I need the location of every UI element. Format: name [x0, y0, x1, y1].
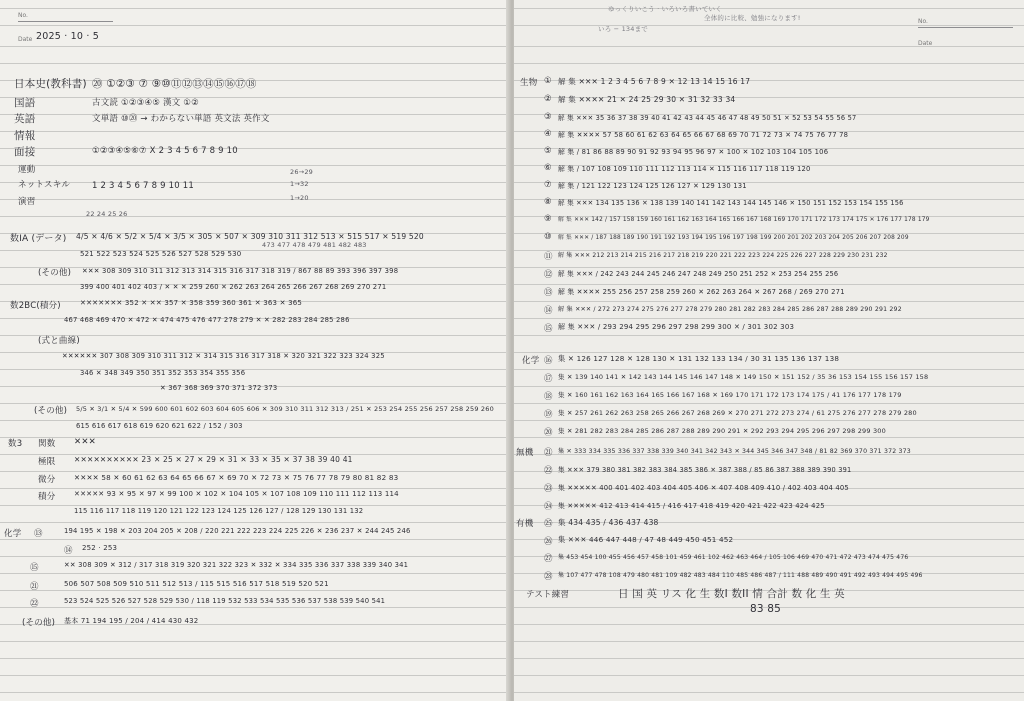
item-number: ⑬ [544, 288, 553, 298]
activity-progress: 1 2 3 4 5 6 7 8 9 10 11 [92, 181, 194, 191]
activity-note: 26→29 [290, 168, 313, 176]
subject-progress: 文単語 ⑩⑳ → わからない単語 英文法 英作文 [92, 114, 270, 124]
item-progress: 基本 71 194 195 / 204 / 414 430 432 [64, 617, 199, 625]
item-number: ① [544, 76, 552, 86]
item-number: ⑳ [544, 428, 553, 438]
item-number: ⑱ [544, 392, 553, 402]
block-name: 無機 [516, 448, 534, 458]
block-name: (その他) [38, 268, 72, 278]
item-number: ⑮ [30, 563, 39, 573]
item-number: ⑯ [544, 356, 553, 366]
sub-block-name: 極限 [38, 457, 56, 467]
item-progress: 集 107 477 478 108 479 480 481 109 482 483 484 110 485 486 487 / 111 488 489 490 491 492 493 494 495 496 [558, 572, 923, 579]
sub-block-name: 微分 [38, 475, 56, 485]
item-number: ㉘ [544, 572, 553, 582]
item-number: ㉒ [544, 466, 553, 476]
item-number: ㉒ [30, 599, 39, 609]
no-label: No. [18, 12, 28, 19]
activity-name: 演習 [18, 197, 36, 207]
block-line: 4/5 ✕ 4/6 ✕ 5/2 ✕ 5/4 ✕ 3/5 ✕ 305 ✕ 507 ✕ 309 310 311 312 513 ✕ 515 517 ✕ 519 520 [76, 232, 424, 241]
item-progress: 集 453 454 100 455 456 457 458 101 459 461 102 462 463 464 / 105 106 469 470 471 472 473 474 475 476 [558, 554, 909, 561]
item-progress: 解 集 / 81 86 88 89 90 91 92 93 94 95 96 97 ✕ 100 ✕ 102 103 104 105 106 [558, 148, 829, 156]
item-number: (その他) [22, 618, 56, 628]
item-progress: 解 集 ✕✕✕✕ 21 ✕ 24 25 29 30 ✕ 31 32 33 34 [558, 95, 736, 104]
item-number: ⑰ [544, 374, 553, 384]
subject-progress: ⑳ ①②③ ⑦ ⑨⑩⑪⑫⑬⑭⑮⑯⑰⑱ [92, 78, 257, 90]
item-number: ㉔ [544, 502, 553, 512]
test-row-scores: 83 85 [750, 603, 782, 615]
item-number: ⑦ [544, 180, 552, 190]
item-progress: 解 集 ✕✕✕ 35 36 37 38 39 40 41 42 43 44 45 46 47 48 49 50 51 ✕ 52 53 54 55 56 57 [558, 114, 857, 122]
item-progress: 解 集 ✕✕✕ / 187 188 189 190 191 192 193 194 195 196 197 198 199 200 201 202 203 204 205 206 207 208 209 [558, 235, 909, 241]
item-number: ③ [544, 112, 552, 122]
range-note: 22 24 25 26 [86, 210, 128, 218]
block-name: 数IA (データ) [10, 234, 67, 244]
item-progress: 解 集 ✕✕✕✕ 57 58 60 61 62 63 64 65 66 67 68 69 70 71 72 73 ✕ 74 75 76 77 78 [558, 131, 849, 139]
activity-note: 1→32 [290, 180, 309, 188]
block-name: (式と曲線) [38, 336, 80, 346]
subject-name: 日本史(教科書) [14, 78, 87, 90]
sub-block-progress: ✕✕✕✕✕✕✕✕✕✕ 23 ✕ 25 ✕ 27 ✕ 29 ✕ 31 ✕ 33 ✕ 35 ✕ 37 38 39 40 41 [74, 455, 353, 464]
block-name: 有機 [516, 519, 534, 529]
block-line: 521 522 523 524 525 526 527 528 529 530 [80, 250, 242, 258]
sub-block-progress: ✕✕✕✕ 58 ✕ 60 61 62 63 64 65 66 67 ✕ 69 70 ✕ 72 73 ✕ 75 76 77 78 79 80 81 82 83 [74, 473, 399, 482]
item-progress: 解 集 ✕✕✕ 134 135 136 ✕ 138 139 140 141 142 143 144 145 146 ✕ 150 151 152 153 154 155 156 [558, 199, 904, 207]
item-progress: 解 集 / 121 122 123 124 125 126 127 ✕ 129 130 131 [558, 182, 747, 190]
item-progress: 集 ✕ 126 127 128 ✕ 128 130 ✕ 131 132 133 134 / 30 31 135 136 137 138 [558, 354, 840, 363]
item-number: ⑬ [34, 529, 43, 539]
test-row-name: テスト練習 [526, 590, 570, 600]
item-progress: 解 集 / 107 108 109 110 111 112 113 114 ✕ 115 116 117 118 119 120 [558, 165, 811, 173]
item-number: ④ [544, 129, 552, 139]
block-line: 467 468 469 470 ✕ 472 ✕ 474 475 476 477 278 279 ✕ ✕ 282 283 284 285 286 [64, 316, 350, 324]
block-name: 生物 [520, 78, 538, 88]
item-progress: 集 ✕ 281 282 283 284 285 286 287 288 289 290 291 ✕ 292 293 294 295 296 297 298 299 300 [558, 427, 886, 435]
item-number: ⑤ [544, 146, 552, 156]
item-progress: 集 ✕ 257 261 262 263 258 265 266 267 268 269 ✕ 270 271 272 273 274 / 61 275 276 277 278 279 280 [558, 409, 917, 417]
item-progress: 集 ✕ 333 334 335 336 337 338 339 340 341 342 343 ✕ 344 345 346 347 348 / 81 82 369 370 371 372 373 [558, 448, 911, 455]
item-number: ⑥ [544, 163, 552, 173]
activity-note: 1→20 [290, 194, 309, 202]
sub-block-progress: ✕✕✕ [74, 437, 96, 447]
sub-block-progress: ✕✕✕✕✕ 93 ✕ 95 ✕ 97 ✕ 99 100 ✕ 102 ✕ 104 105 ✕ 107 108 109 110 111 112 113 114 [74, 490, 399, 498]
item-number: ⑧ [544, 197, 552, 207]
left-page [0, 0, 510, 701]
sub-block-name: 積分 [38, 492, 56, 502]
item-progress: 解 集 ✕✕✕ 142 / 157 158 159 160 161 162 163 164 165 166 167 168 169 170 171 172 173 174 175 ✕ 176 177 178 179 [558, 217, 930, 223]
item-progress: 解 集 ✕✕✕ / 272 273 274 275 276 277 278 279 280 281 282 283 284 285 286 287 288 289 290 291 292 [558, 306, 902, 313]
item-progress: 集 ✕✕✕✕✕ 412 413 414 415 / 416 417 418 419 420 421 422 423 424 425 [558, 502, 825, 510]
subject-progress: ①②③④⑤⑥⑦ X 2 3 4 5 6 7 8 9 10 [92, 146, 238, 156]
item-number: ㉓ [544, 484, 553, 494]
block-line: ✕✕✕✕✕✕✕ 352 ✕ ✕✕ 357 ✕ 358 359 360 361 ✕ 363 ✕ 365 [80, 299, 303, 307]
block-line: 346 ✕ 348 349 350 351 352 353 354 355 356 [80, 369, 246, 377]
block-line: 615 616 617 618 619 620 621 622 / 152 / 303 [76, 422, 243, 430]
block-line: 399 400 401 402 403 / ✕ ✕ ✕ 259 260 ✕ 262 263 264 265 266 267 268 269 270 271 [80, 283, 387, 291]
top-note: ゆっくりいこう · いろいろ書いていく [608, 5, 722, 13]
date-value: 2025 · 10 · 5 [36, 31, 100, 42]
item-number: ㉕ [544, 519, 553, 529]
item-progress: 194 195 ✕ 198 ✕ 203 204 205 ✕ 208 / 220 221 222 223 224 225 226 ✕ 236 237 ✕ 244 245 246 [64, 527, 411, 535]
block-name: 化学 [4, 529, 22, 539]
activity-name: ネットスキル [18, 180, 71, 190]
item-number: ⑫ [544, 270, 553, 280]
item-progress: ✕✕ 308 309 ✕ 312 / 317 318 319 320 321 322 323 ✕ 332 ✕ 334 335 336 337 338 339 340 341 [64, 561, 409, 569]
item-number: ② [544, 94, 552, 104]
block-name: 化学 [522, 356, 540, 366]
block-name: 数3 [8, 439, 23, 449]
item-progress: 解 集 ✕✕✕ / 293 294 295 296 297 298 299 300 ✕ / 301 302 303 [558, 323, 795, 331]
item-progress: 集 ✕ 139 140 141 ✕ 142 143 144 145 146 147 148 ✕ 149 150 ✕ 151 152 / 35 36 153 154 155 156 157 158 [558, 373, 929, 381]
top-note: 全体的に比較、勉強になります! [704, 14, 801, 22]
subject-name: 国語 [14, 97, 36, 109]
item-number: ⑭ [64, 546, 73, 556]
item-number: ㉑ [544, 448, 553, 458]
item-progress: 506 507 508 509 510 511 512 513 / 115 515 516 517 518 519 520 521 [64, 580, 329, 588]
activity-name: 運動 [18, 165, 36, 175]
block-line: 473 477 478 479 481 482 483 [262, 241, 367, 249]
item-progress: 集 434 435 / 436 437 438 [558, 518, 659, 527]
item-progress: 集 ✕✕✕✕✕ 400 401 402 403 404 405 406 ✕ 407 408 409 410 / 402 403 404 405 [558, 484, 849, 492]
block-line: ✕✕✕ 308 309 310 311 312 313 314 315 316 317 318 319 / 867 88 89 393 396 397 398 [82, 267, 399, 275]
item-number: ㉗ [544, 554, 553, 564]
no-underline [918, 27, 1013, 28]
subject-name: 面接 [14, 146, 36, 158]
test-row-subjects: 日 国 英 リス 化 生 数I 数II 情 合計 数 化 生 英 [618, 588, 845, 600]
subject-name: 情報 [14, 130, 36, 142]
subject-name: 英語 [14, 113, 36, 125]
date-label: Date [18, 36, 33, 43]
item-progress: 解 集 ✕✕✕ 212 213 214 215 216 217 218 219 220 221 222 223 224 225 226 227 228 229 230 231 232 [558, 252, 888, 259]
item-progress: 集 ✕ 160 161 162 163 164 165 166 167 168 ✕ 169 170 171 172 173 174 175 / 41 176 177 178 179 [558, 391, 902, 399]
item-number: ⑩ [544, 232, 552, 242]
item-number: ⑨ [544, 214, 552, 224]
date-label: Date [918, 40, 933, 47]
block-line: 5/5 ✕ 3/1 ✕ 5/4 ✕ 599 600 601 602 603 604 605 606 ✕ 309 310 311 312 313 / 251 ✕ 253 254 255 256 257 258 259 260 [76, 405, 494, 413]
top-note: いろ − 134まで [598, 25, 648, 33]
item-progress: 集 ✕✕✕ 379 380 381 382 383 384 385 386 ✕ 387 388 / 85 86 387 388 389 390 391 [558, 466, 852, 474]
item-progress: 解 集 ✕✕✕ / 242 243 244 245 246 247 248 249 250 251 252 ✕ 253 254 255 256 [558, 270, 839, 278]
subject-progress: 古文読 ①②③④⑤ 漢文 ①② [92, 98, 199, 108]
block-line: ✕ 367 368 369 370 371 372 373 [160, 384, 278, 392]
item-progress: 523 524 525 526 527 528 529 530 / 118 119 532 533 534 535 536 537 538 539 540 541 [64, 597, 386, 605]
item-number: ⑲ [544, 410, 553, 420]
item-progress: 252 · 253 [82, 544, 118, 552]
item-progress: 集 ✕✕✕ 446 447 448 / 47 48 449 450 451 452 [558, 535, 734, 544]
item-number: ⑮ [544, 324, 553, 334]
sub-block-progress: 115 116 117 118 119 120 121 122 123 124 125 126 127 / 128 129 130 131 132 [74, 507, 364, 515]
block-name: (その他) [34, 406, 68, 416]
item-progress: 解 集 ✕✕✕ 1 2 3 4 5 6 7 8 9 ✕ 12 13 14 15 16 17 [558, 77, 751, 86]
item-number: ㉖ [544, 537, 553, 547]
sub-block-name: 関数 [38, 439, 56, 449]
item-progress: 解 集 ✕✕✕✕ 255 256 257 258 259 260 ✕ 262 263 264 ✕ 267 268 / 269 270 271 [558, 288, 845, 296]
item-number: ⑭ [544, 306, 553, 316]
right-page [514, 0, 1024, 701]
item-number: ㉑ [30, 582, 39, 592]
no-underline [18, 21, 113, 22]
block-line: ✕✕✕✕✕✕ 307 308 309 310 311 312 ✕ 314 315 316 317 318 ✕ 320 321 322 323 324 325 [62, 352, 385, 360]
item-number: ⑪ [544, 252, 553, 262]
no-label: No. [918, 18, 928, 25]
block-name: 数2BC(積分) [10, 301, 61, 311]
